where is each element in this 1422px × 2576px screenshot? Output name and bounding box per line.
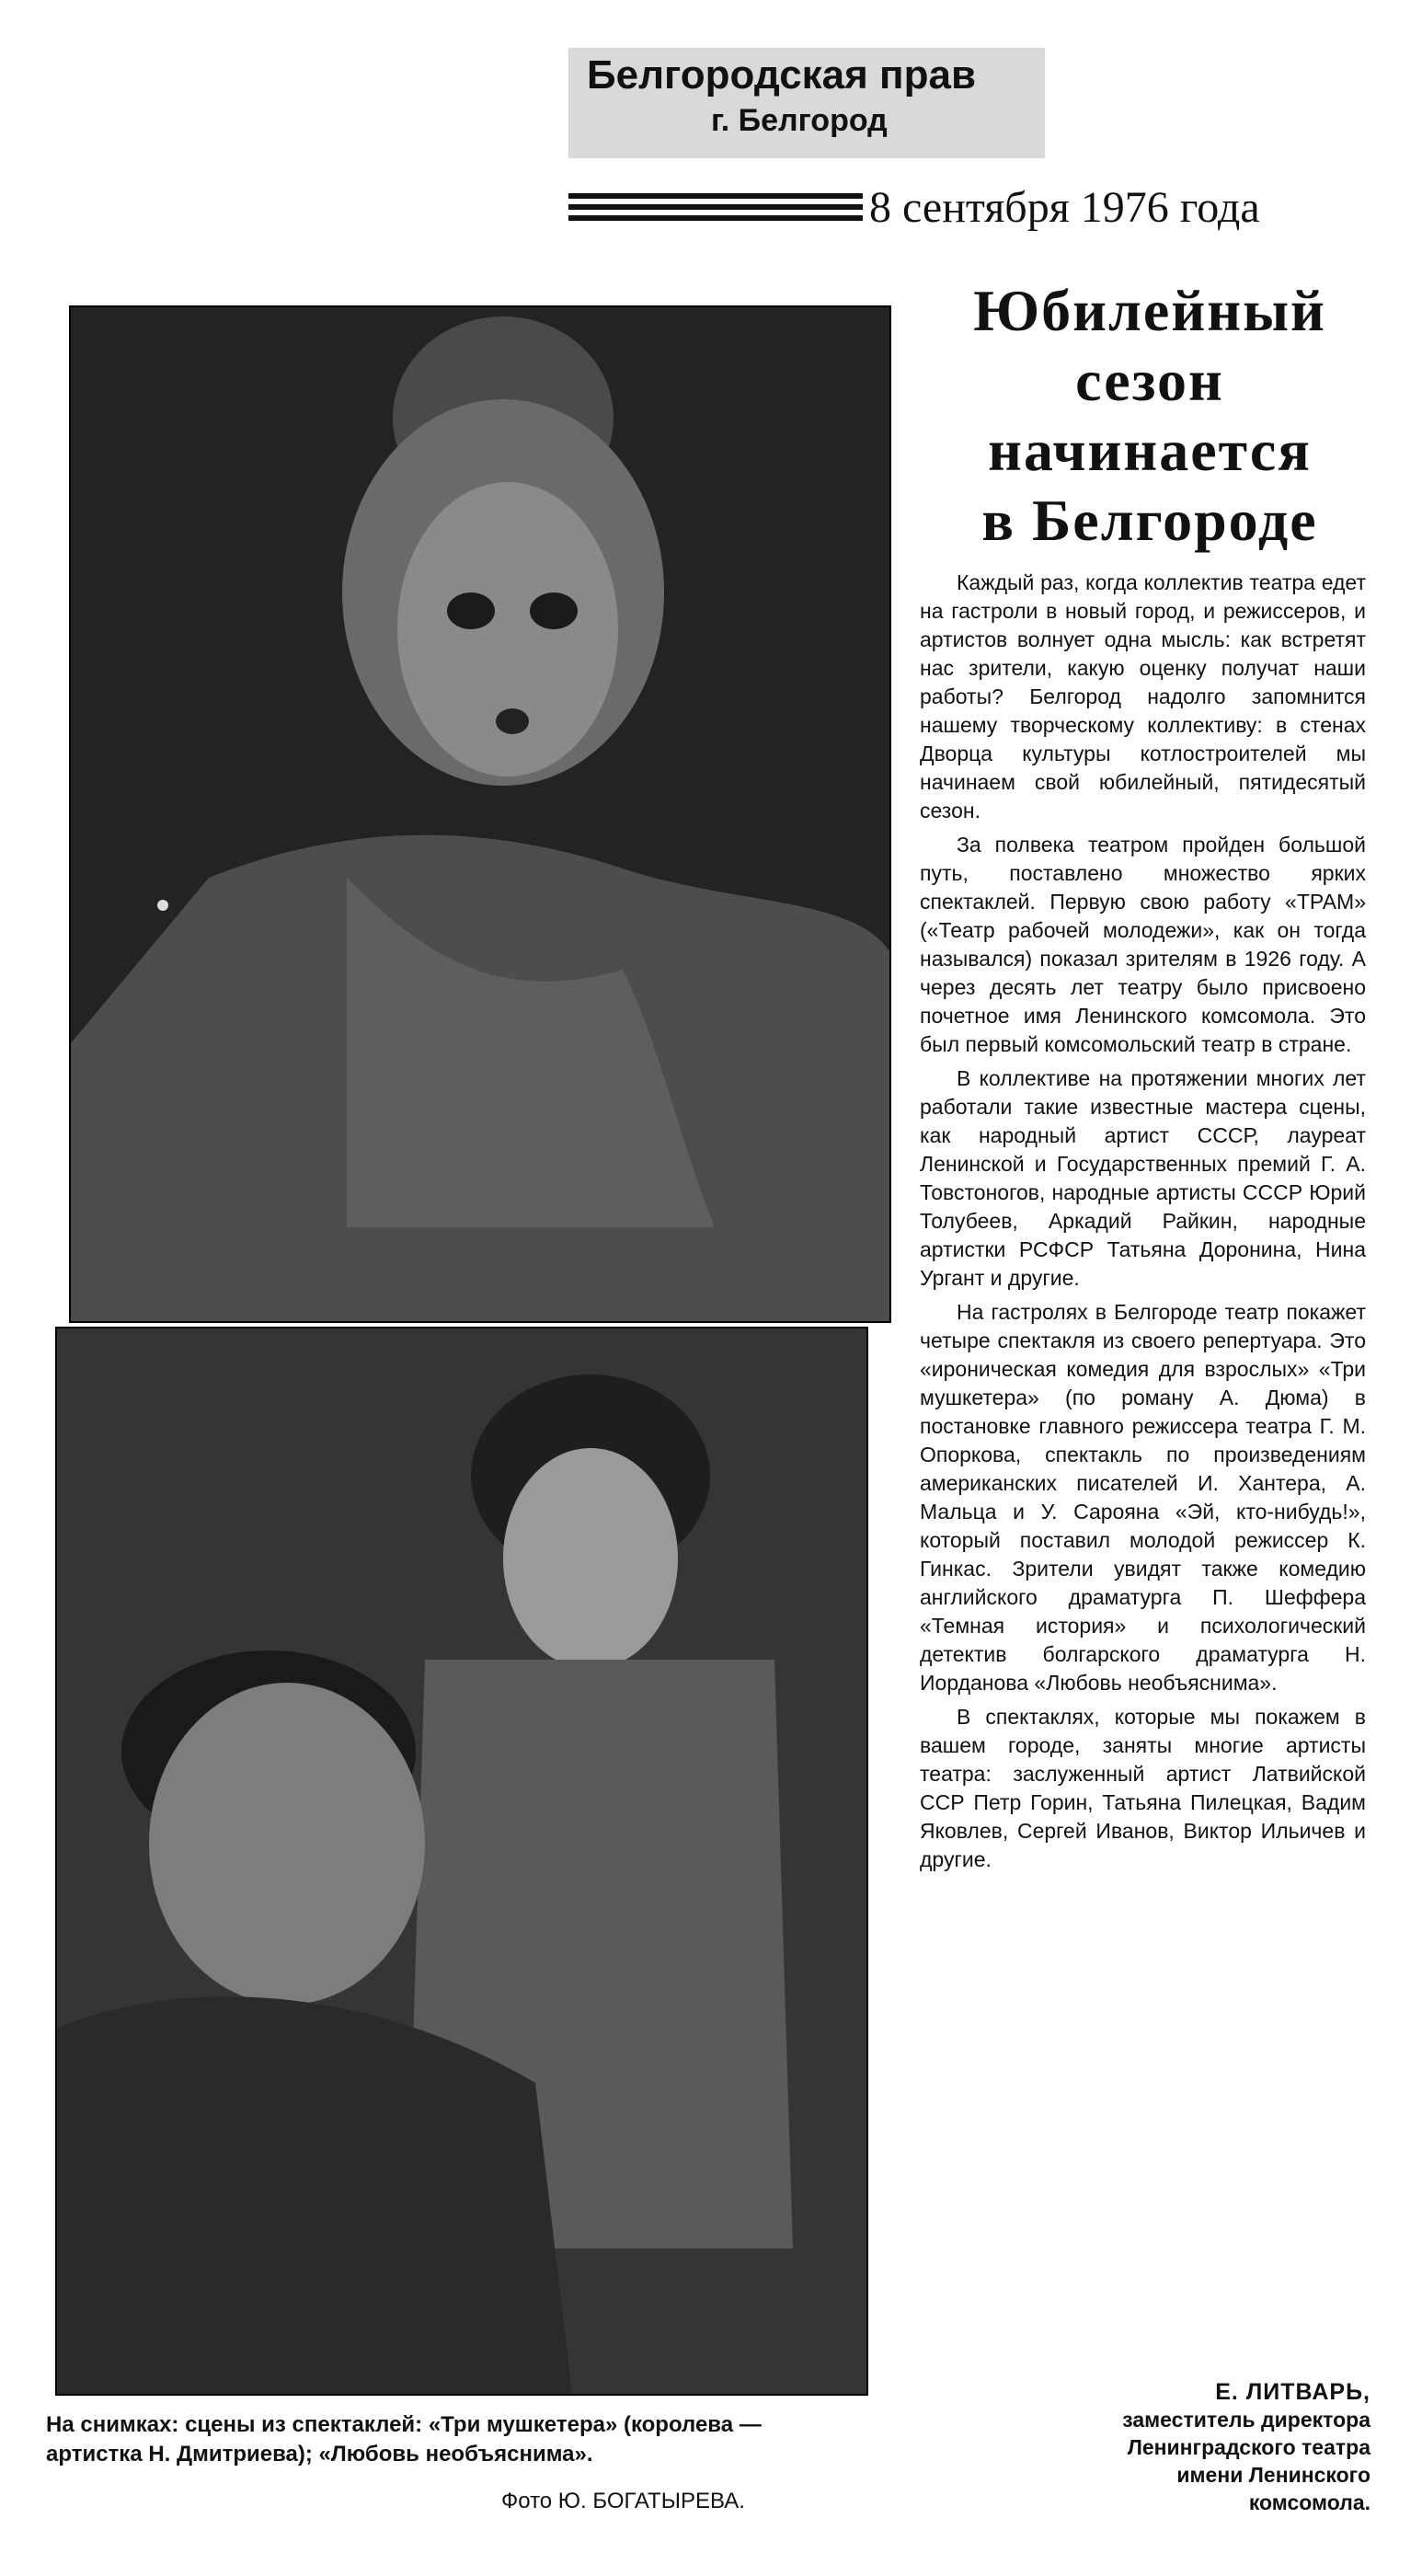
dateline: 8 сентября 1976 года <box>869 183 1260 232</box>
author-title-line: имени Ленинского <box>1176 2463 1370 2487</box>
date-rules <box>568 184 863 232</box>
author-name: Е. ЛИТВАРЬ, <box>1215 2379 1370 2405</box>
photo-caption: На снимках: сцены из спектаклей: «Три мушкетера» (королева — артистка Н. Дмитриева); «Любовь необъяснима». <box>46 2412 762 2467</box>
article-body <box>920 569 1366 1880</box>
headline-line: начинается <box>988 418 1312 483</box>
author-title-line: Ленинградского театра <box>1127 2435 1370 2459</box>
photo-credit: Фото Ю. БОГАТЫРЕВА. <box>501 2489 745 2513</box>
author-title-line: заместитель директора <box>1122 2408 1370 2432</box>
headline-line: в Белгороде <box>981 488 1318 553</box>
photo-queen-scene <box>69 305 891 1323</box>
article-paragraph: Каждый раз, когда коллектив театра едет на гастроли в новый город, и режиссеров, и артистов волнует одна мысль: как встретят нас зрители, какую оценку получат наши работы? Белгород надолго запомнится нашему творческому коллективу: в стенах Дворца культуры котлостроителей мы начинаем свой юбилейный, пятидесятый сезон. <box>920 570 1366 822</box>
article-paragraph: В спектаклях, которые мы покажем в вашем городе, заняты многие артисты театра: заслуженный артист Латвийской ССР Петр Горин, Татьяна Пилецкая, Вадим Яковлев, Сергей Иванов, Виктор Ильичев и другие. <box>920 1705 1366 1871</box>
newspaper-city: г. Белгород <box>711 103 888 138</box>
headline-line: Юбилейный <box>973 278 1326 343</box>
newspaper-name: Белгородская прав <box>587 52 977 98</box>
headline-line: сезон <box>1075 348 1224 413</box>
article-paragraph: За полвека театром пройден большой путь, поставлено множество ярких спектаклей. Первую свою работу «ТРАМ» («Театр рабочей молодежи», как он тогда назывался) показал зрителям в 1926 году. А через десять лет театру было присвоено почетное имя Ленинского комсомола. Это был первый комсомольский театр в стране. <box>920 833 1366 1056</box>
newspaper-masthead <box>568 48 1045 158</box>
author-title-line: комсомола. <box>1248 2490 1370 2514</box>
author-signature <box>957 2378 1370 2516</box>
article-paragraph: На гастролях в Белгороде театр покажет четыре спектакля из своего репертуара. Это «ироническая комедия для взрослых» «Три мушкетера» (по роману А. Дюма) в постановке главного режиссера театра Г. М. Опоркова, спектакль по произведениям американских писателей И. Хантера, А. Мальца и У. Сарояна «Эй, кто-нибудь!», который поставил молодой режиссер К. Гинкас. Зрители увидят также комедию английского драматурга П. Шеффера «Темная история» и психологический детектив болгарского драматурга Н. Иорданова «Любовь необъяснима». <box>920 1300 1366 1695</box>
article-paragraph: В коллективе на протяжении многих лет работали такие известные мастера сцены, как народный артист СССР, лауреат Ленинской и Государственных премий Г. А. Товстоногов, народные артисты СССР Юрий Толубеев, Аркадий Райкин, народные артистки РСФСР Татьяна Доронина, Нина Ургант и другие. <box>920 1066 1366 1290</box>
photo-love-scene <box>55 1327 868 2396</box>
article-headline <box>920 276 1380 556</box>
